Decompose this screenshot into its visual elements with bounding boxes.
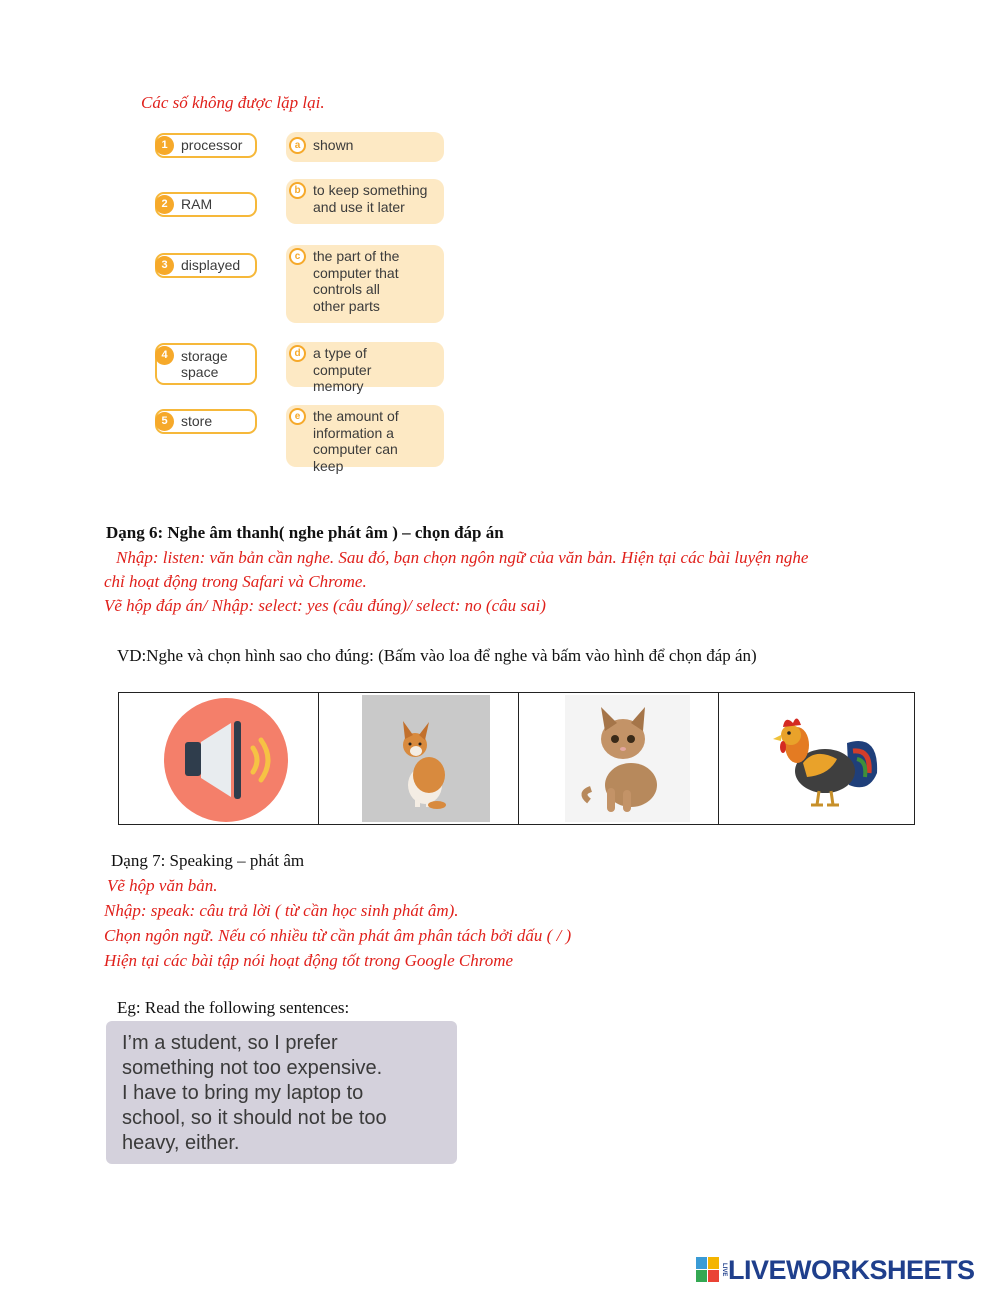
rooster-cell[interactable] [719,693,918,824]
term-pill[interactable]: displayed [155,253,257,278]
listening-picture-table [118,692,915,825]
term-number-badge: 1 [155,136,174,155]
definition-letter-badge: c [289,248,306,265]
logo-side-text: LIVE [721,1263,727,1277]
definition-letter-badge: e [289,408,306,425]
section7-instruction: Nhập: speak: câu trả lời ( từ cần học sinh phát âm). [104,901,459,920]
logo-text: LIVEWORKSHEETS [728,1254,975,1285]
liveworksheets-logo[interactable] [696,1254,975,1286]
section6-example: VD:Nghe và chọn hình sao cho đúng: (Bấm vào loa để nghe và bấm vào hình để chọn đáp án) [117,646,757,665]
term-pill[interactable]: store [155,409,257,434]
rooster-icon[interactable] [719,693,918,823]
definition-box[interactable]: the amount of information a computer can keep [286,405,444,467]
definition-box[interactable]: shown [286,132,444,162]
term-number-badge: 3 [155,256,174,275]
term-number-badge: 5 [155,412,174,431]
term-number-badge: 4 [155,346,174,365]
section6-title: Dạng 6: Nghe âm thanh( nghe phát âm ) – chọn đáp án [106,523,504,542]
definition-letter-badge: a [289,137,306,154]
term-pill[interactable]: storage space [155,343,257,385]
speech-line: I have to bring my laptop to [122,1082,364,1104]
liveworksheets-logo-icon [696,1257,720,1283]
top-note: Các số không được lặp lại. [141,93,325,112]
definition-box[interactable]: to keep something and use it later [286,179,444,224]
section6-instruction: chỉ hoạt động trong Safari và Chrome. [104,572,367,591]
speaker-icon[interactable] [119,693,318,823]
definition-letter-badge: d [289,345,306,362]
term-number-badge: 2 [155,195,174,214]
speech-line: something not too expensive. [122,1057,383,1079]
speech-line: heavy, either. [122,1132,240,1154]
section7-instruction: Vẽ hộp văn bản. [107,876,218,895]
cat-cell[interactable] [519,693,719,824]
section7-title: Dạng 7: Speaking – phát âm [111,851,305,870]
speaker-cell[interactable] [119,693,319,824]
dog-icon[interactable] [319,693,518,823]
cat-icon[interactable] [519,693,718,823]
definition-box[interactable]: the part of the computer that controls all other parts [286,245,444,323]
section6-instruction: Vẽ hộp đáp án/ Nhập: select: yes (câu đúng)/ select: no (câu sai) [104,596,546,615]
definition-box[interactable]: a type of computer memory [286,342,444,387]
term-pill[interactable]: RAM [155,192,257,217]
section6-instruction: Nhập: listen: văn bản cần nghe. Sau đó, bạn chọn ngôn ngữ của văn bản. Hiện tại các bài luyện nghe [116,548,809,567]
speaking-text-box[interactable] [106,1021,457,1164]
section7-instruction: Hiện tại các bài tập nói hoạt động tốt trong Google Chrome [104,951,514,970]
definition-letter-badge: b [289,182,306,199]
section7-example: Eg: Read the following sentences: [117,998,350,1017]
dog-cell[interactable] [319,693,519,824]
speech-line: I’m a student, so I prefer [122,1032,338,1054]
term-pill[interactable]: processor [155,133,257,158]
speech-line: school, so it should not be too [122,1107,387,1129]
section7-instruction: Chọn ngôn ngữ. Nếu có nhiều từ cần phát âm phân tách bởi dấu ( / ) [104,926,572,945]
